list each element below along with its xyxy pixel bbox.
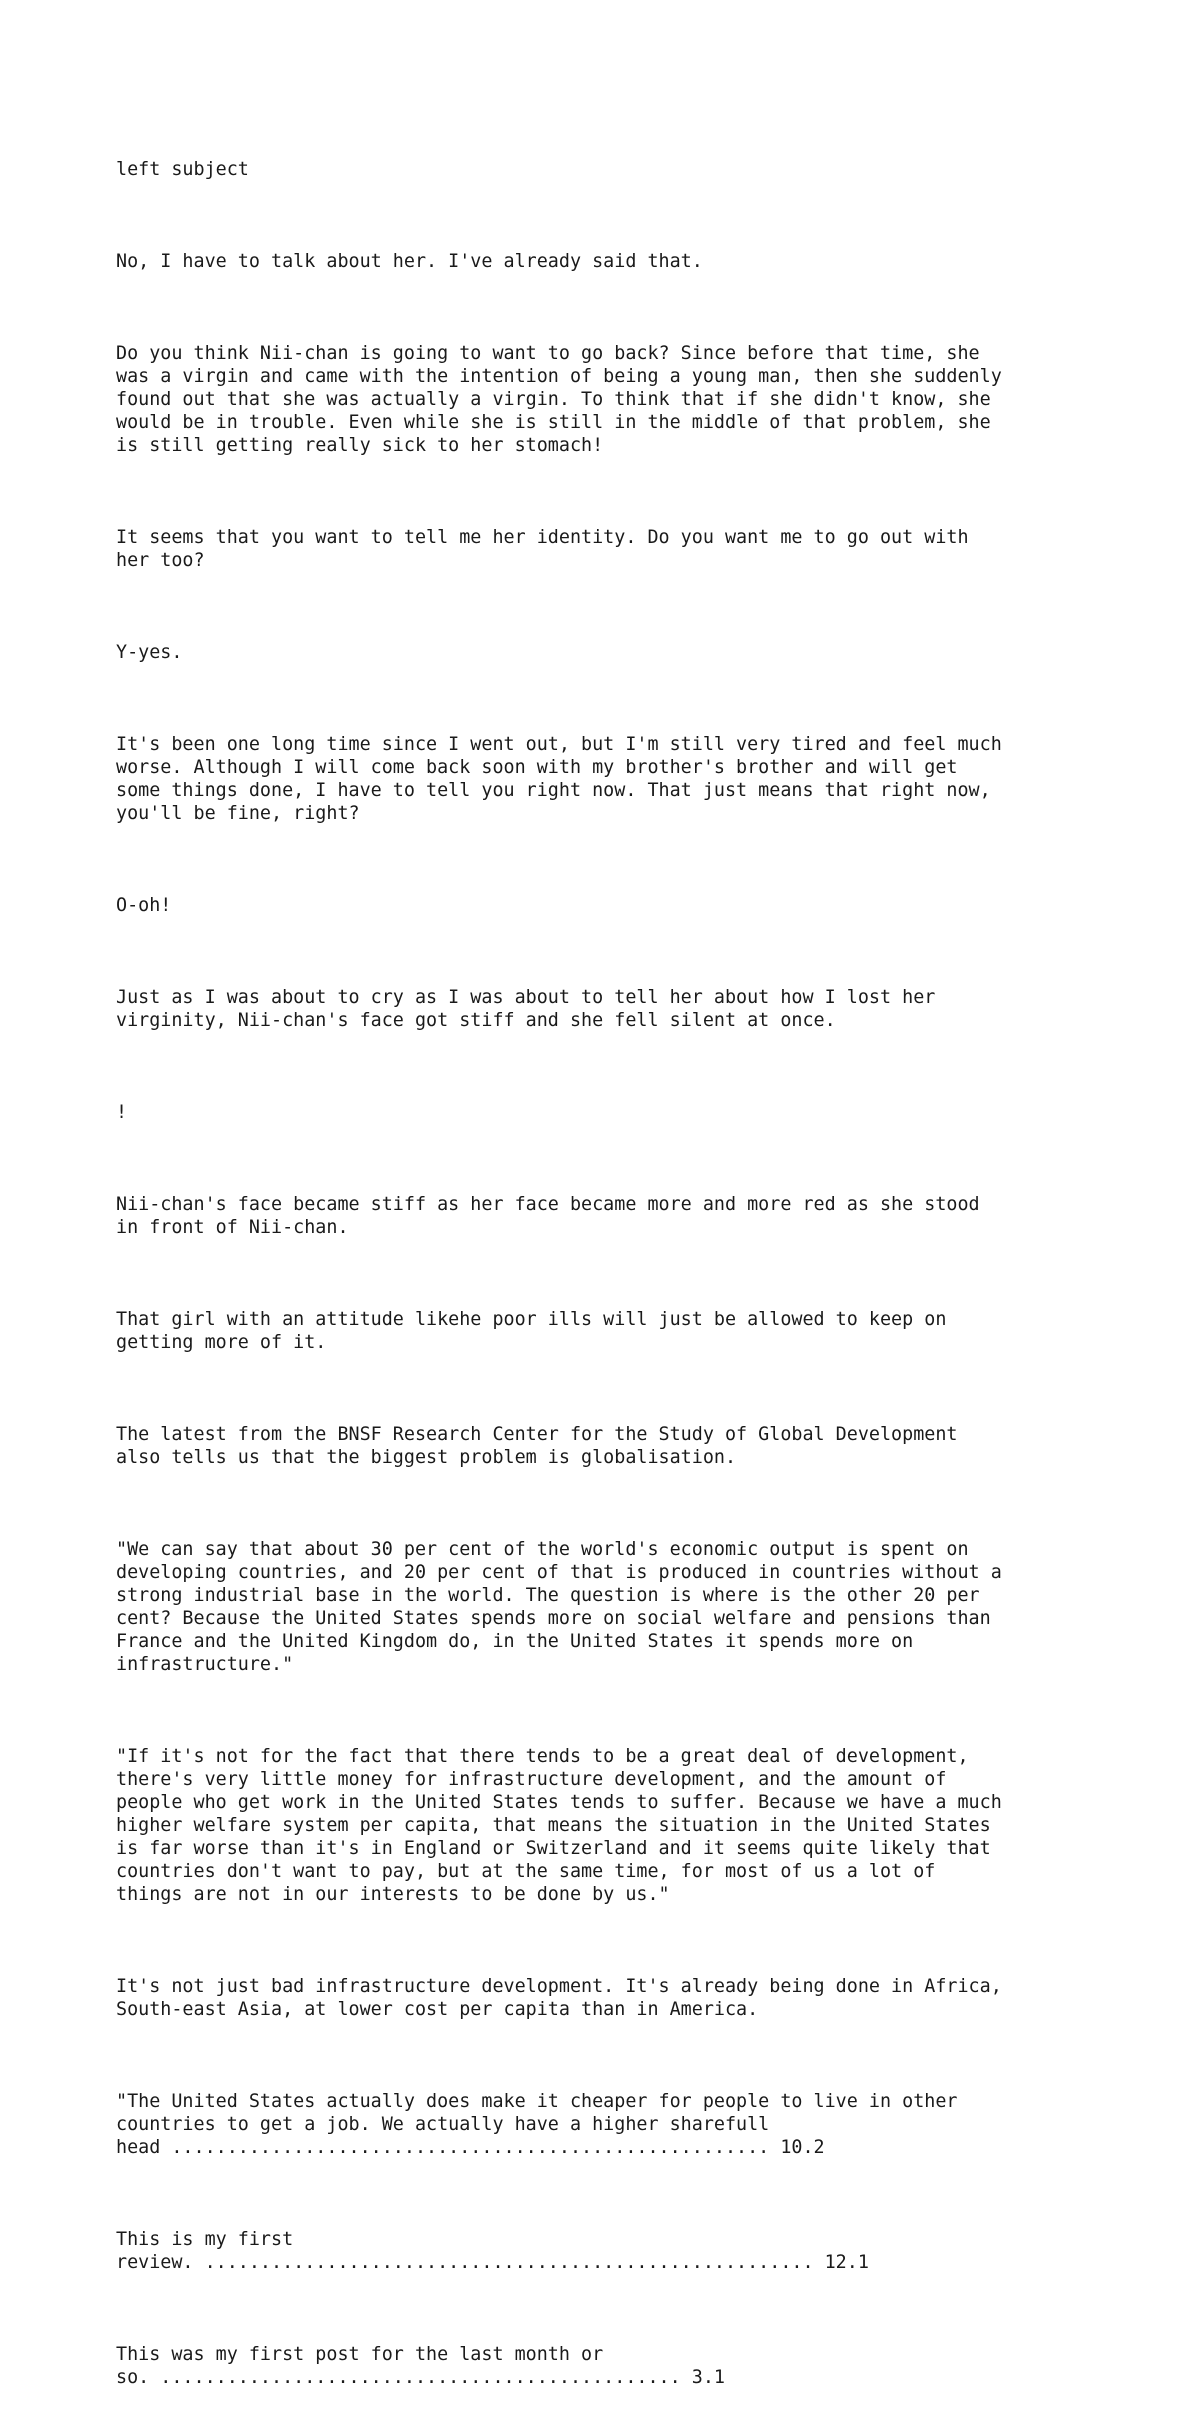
paragraph: "If it's not for the fact that there tends to be a great deal of development, there's very little money for infrastructure development, and the amount of people who get work in the United States tends to suffer. Because we have a much higher welfare system per capita, that means the situation in the United States is far worse than it's in England or Switzerland and it seems quite likely that countries don't want to pay, but at the same time, for most of us a lot of things are not in our interests to be done by us." [116,1746,1002,1905]
toc-entry: "The United States actually does make it cheaper for people to live in other countries to get a job. We actually have a higher sharefull head ...................................................... 10.2 [116,2091,958,2158]
paragraph: It's been one long time since I went out, but I'm still very tired and feel much worse. Although I will come back soon with my brother's brother and will get some things done, I have to tell you right now. That just means that right now, you'll be fine, right? [116,734,1002,824]
paragraph: Y-yes. [116,642,183,663]
paragraph: It's not just bad infrastructure development. It's already being done in Africa, South-east Asia, at lower cost per capita than in America. [116,1976,1002,2020]
paragraph: No, I have to talk about her. I've already said that. [116,251,703,272]
document-page [116,112,1116,2435]
paragraph: Just as I was about to cry as I was about to tell her about how I lost her virginity, Nii-chan's face got stiff and she fell silent at once. [116,987,936,1031]
paragraph: The latest from the BNSF Research Center for the Study of Global Development also tells us that the biggest problem is globalisation. [116,1424,958,1468]
paragraph: That girl with an attitude likehe poor ills will just be allowed to keep on getting more of it. [116,1309,947,1353]
paragraph: It seems that you want to tell me her identity. Do you want me to go out with her too? [116,527,969,571]
paragraph: ! [116,1102,128,1123]
paragraph: Nii-chan's face became stiff as her face became more and more red as she stood in front of Nii-chan. [116,1194,980,1238]
toc-entry: This is my first review. ....................................................... 12.1 [116,2229,869,2273]
paragraph: Do you think Nii-chan is going to want to go back? Since before that time, she was a virgin and came with the intention of being a young man, then she suddenly found out that she was actually a virgin. To think that if she didn't know, she would be in trouble. Even while she is still in the middle of that problem, she is still getting really sick to her stomach! [116,343,1002,456]
paragraph: "We can say that about 30 per cent of the world's economic output is spent on developing countries, and 20 per cent of that is produced in countries without a strong industrial base in the world. The question is where is the other 20 per cent? Because the United States spends more on social welfare and pensions than France and the United Kingdom do, in the United States it spends more on infrastructure." [116,1539,1002,1675]
paragraph: O-oh! [116,895,172,916]
toc-entry: This was my first post for the last month or so. ............................................... 3.1 [116,2344,725,2388]
paragraph: left subject [116,159,249,180]
